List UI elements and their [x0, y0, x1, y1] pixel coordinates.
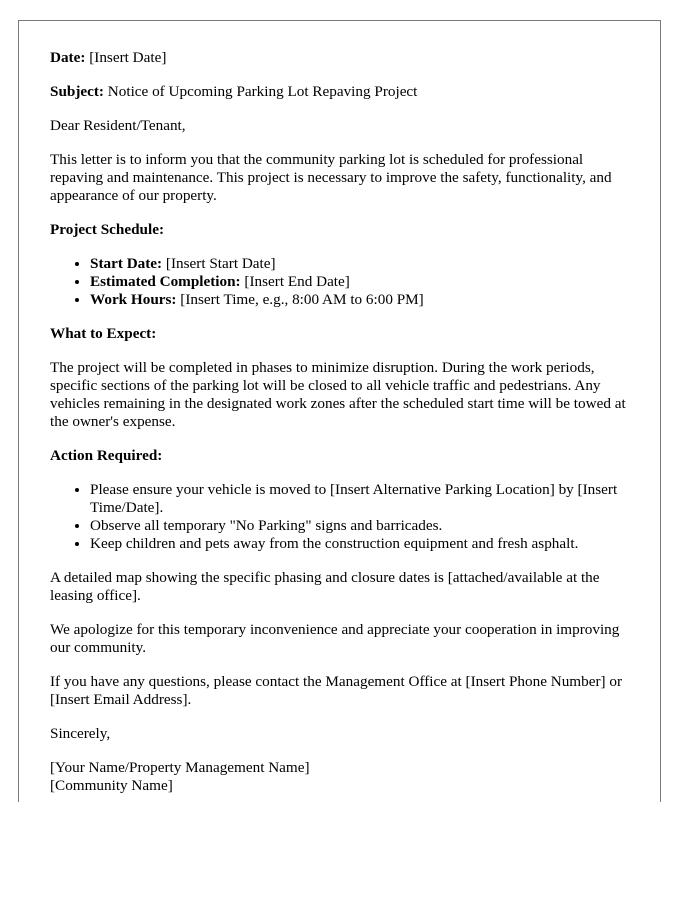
schedule-item-label: Start Date: — [90, 255, 163, 272]
action-item-keep-away: • Keep children and pets away from the construction equipment and fresh asphalt. — [90, 535, 630, 553]
intro-paragraph: This letter is to inform you that the community parking lot is scheduled for professional repaving and maintenance. This project is necessary to improve the safety, functionality, and appearance of our property. — [50, 151, 612, 204]
action-heading: Action Required: — [50, 447, 163, 464]
closing: Sincerely, — [50, 725, 111, 742]
expect-paragraph: The project will be completed in phases to minimize disruption. During the work periods, specific sections of the parking lot will be closed to all vehicle traffic and pedestrians. Any vehicles remaining in the designated work zones after the scheduled start time will be towed at the owner's expense. — [50, 359, 626, 430]
greeting: Dear Resident/Tenant, — [50, 117, 186, 134]
schedule-item-hours — [90, 291, 630, 309]
schedule-item-value: [Insert End Date] — [244, 273, 350, 290]
apology-paragraph: We apologize for this temporary inconvenience and appreciate your cooperation in improving our community. — [50, 621, 620, 656]
date-label: Date: — [50, 49, 86, 66]
letter-document — [18, 20, 661, 802]
subject-label: Subject: — [50, 83, 104, 100]
signature-community: [Community Name] — [50, 777, 173, 794]
subject-value: Notice of Upcoming Parking Lot Repaving Project — [107, 83, 418, 100]
schedule-heading: Project Schedule: — [50, 221, 165, 238]
schedule-item-value: [Insert Start Date] — [165, 255, 276, 272]
signature-name: [Your Name/Property Management Name] — [50, 759, 310, 776]
signature-block — [50, 759, 630, 795]
schedule-list — [50, 255, 630, 309]
schedule-item-label: Estimated Completion: — [90, 273, 241, 290]
schedule-item-start — [90, 255, 630, 273]
schedule-item-completion — [90, 273, 630, 291]
date-line — [50, 49, 630, 67]
map-note-paragraph: A detailed map showing the specific phasing and closure dates is [attached/available at the leasing office]. — [50, 569, 600, 604]
expect-heading: What to Expect: — [50, 325, 157, 342]
action-item-observe-signs: • Observe all temporary "No Parking" signs and barricades. — [90, 517, 630, 535]
subject-line — [50, 83, 630, 101]
contact-paragraph: If you have any questions, please contact the Management Office at [Insert Phone Number] or [Insert Email Address]. — [50, 673, 623, 708]
action-item-move-vehicle: • Please ensure your vehicle is moved to [Insert Alternative Parking Location] by [Insert Time/Date]. — [90, 481, 630, 517]
action-list — [50, 481, 630, 553]
date-value: [Insert Date] — [89, 49, 167, 66]
schedule-item-value: [Insert Time, e.g., 8:00 AM to 6:00 PM] — [180, 291, 424, 308]
schedule-item-label: Work Hours: — [90, 291, 177, 308]
